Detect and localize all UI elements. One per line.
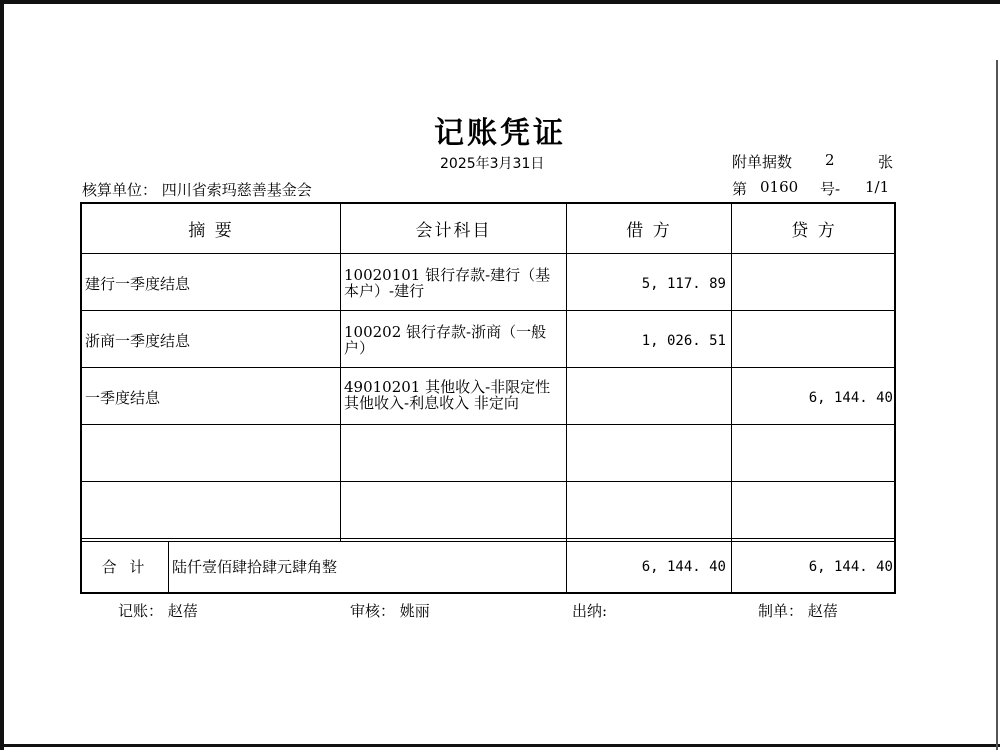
row-debit: 5, 117. 89 [641, 276, 726, 292]
header-debit: 借 方 [626, 221, 672, 241]
col-divider [731, 204, 732, 594]
header-credit: 贷 方 [791, 221, 837, 241]
attachment-label: 附单据数 [732, 153, 793, 171]
row-debit: 1, 026. 51 [641, 333, 726, 349]
total-debit: 6, 144. 40 [641, 559, 726, 575]
row-account: 100202 银行存款-浙商（一般户） [344, 323, 547, 357]
row-divider [82, 310, 896, 311]
auditor: 审核： 姚丽 [350, 602, 430, 620]
row-account: 10020101 银行存款-建行（基本户）-建行 [344, 266, 551, 300]
header-account: 会计科目 [415, 221, 492, 241]
row-credit: 6, 144. 40 [808, 390, 893, 406]
row-divider [82, 538, 896, 539]
voucher-no: 0160 [760, 178, 799, 196]
row-account: 49010201 其他收入-非限定性其他收入-利息收入 非定向 [344, 378, 551, 412]
attachment-number: 2 [825, 151, 835, 169]
cashier: 出纳: [572, 602, 608, 620]
bookkeeper: 记账： 赵蓓 [118, 602, 198, 620]
accounting-unit: 核算单位： 四川省索玛慈善基金会 [82, 181, 312, 199]
voucher-table [80, 202, 896, 594]
total-amount-words: 陆仟壹佰肆拾肆元肆角整 [172, 558, 338, 576]
voucher-suffix: 号- [820, 180, 841, 198]
voucher-title: 记账凭证 [434, 116, 566, 151]
row-divider [82, 424, 896, 425]
header-summary: 摘 要 [188, 221, 234, 241]
total-label: 合 计 [101, 558, 149, 576]
scan-edge-top [0, 0, 1000, 4]
attachment-unit: 张 [878, 153, 894, 171]
row-divider [82, 253, 896, 254]
row-divider [82, 367, 896, 368]
row-summary: 一季度结息 [85, 389, 161, 407]
voucher-prefix: 第 [732, 180, 748, 198]
col-divider [566, 204, 567, 594]
voucher-page: 1/1 [865, 178, 890, 196]
voucher-date: 2025年3月31日 [440, 156, 545, 172]
row-summary: 浙商一季度结息 [85, 332, 191, 350]
scan-edge-bottom [0, 744, 1000, 747]
col-divider [340, 204, 341, 541]
scan-edge-right [996, 60, 998, 750]
preparer: 制单： 赵蓓 [758, 602, 838, 620]
row-divider [82, 481, 896, 482]
total-credit: 6, 144. 40 [808, 559, 893, 575]
row-summary: 建行一季度结息 [85, 275, 191, 293]
col-divider [168, 541, 169, 594]
row-divider [82, 541, 896, 542]
